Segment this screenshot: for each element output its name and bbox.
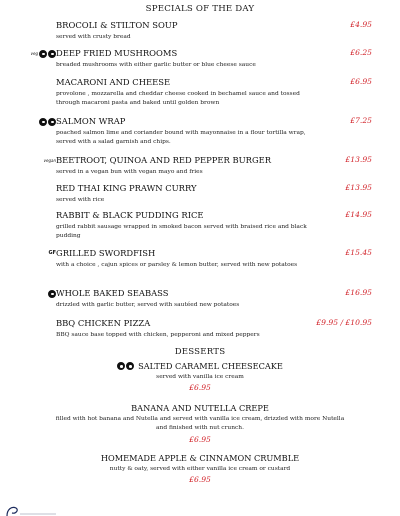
item-description: served with crusty bread xyxy=(56,34,131,40)
item-name: WHOLE BAKED SEABASS xyxy=(56,288,169,298)
item-name: DEEP FRIED MUSHROOMS xyxy=(56,48,178,58)
gluten-circle-icon xyxy=(126,362,134,370)
dessert-item-cheesecake xyxy=(0,361,400,392)
dietary-icons xyxy=(39,117,56,126)
gluten-circle-icon xyxy=(48,50,56,58)
dietary-icons xyxy=(31,49,56,58)
dessert-name xyxy=(0,361,400,371)
dessert-name-text: SALTED CARAMEL CHEESECAKE xyxy=(138,361,283,371)
item-price: £6.25 xyxy=(350,48,372,57)
restaurant-logo-icon xyxy=(4,505,84,516)
vegetarian-circle-icon xyxy=(39,50,47,58)
dessert-description: nutty & oaty, served with either vanilla ice cream or custard xyxy=(109,466,291,472)
gluten-free-icon-text: GF xyxy=(48,250,56,256)
item-description: served with rice xyxy=(56,197,105,203)
dietary-icons xyxy=(48,289,56,298)
item-price: £7.25 xyxy=(350,116,372,125)
item-name: BEETROOT, QUINOA AND RED PEPPER BURGER xyxy=(56,155,272,165)
dairy-circle-icon xyxy=(39,118,47,126)
dietary-icons xyxy=(117,362,134,370)
specials-heading: SPECIALS OF THE DAY xyxy=(145,4,255,14)
fish-circle-icon xyxy=(48,290,56,298)
item-price: £15.45 xyxy=(345,248,372,257)
item-price: £9.95 / £10.95 xyxy=(316,318,372,327)
dessert-description: served with vanilla ice cream xyxy=(156,374,244,380)
item-description: grilled rabbit sausage wrapped in smoked bacon served with braised rice and black pudding xyxy=(56,224,307,240)
item-description: poached salmon lime and coriander bound with mayonnaise in a flour tortilla wrap, served with a salad garnish and chips. xyxy=(56,130,306,146)
dairy-circle-icon xyxy=(117,362,125,370)
item-description: drizzled with garlic butter, served with sautéed new potatoes xyxy=(56,302,240,308)
dessert-item-crepe xyxy=(0,403,400,444)
dessert-description: filled with hot banana and Nutella and served with vanilla ice cream, drizzled with more Nutella and finished with nut crunch. xyxy=(55,416,345,432)
item-description: served in a vegan bun with vegan mayo and fries xyxy=(56,169,203,175)
item-description: provolone , mozzarella and cheddar cheese cooked in bechamel sauce and tossed through macaroni pasta and baked until golden brown xyxy=(56,91,300,107)
vegan-icon-text: vegan xyxy=(43,158,56,163)
gluten-circle-icon xyxy=(48,118,56,126)
item-name: SALMON WRAP xyxy=(56,116,126,126)
item-price: £14.95 xyxy=(345,210,372,219)
dessert-name: BANANA AND NUTELLA CREPE xyxy=(131,403,269,413)
item-price: £13.95 xyxy=(345,183,372,192)
item-description: BBQ sauce base topped with chicken, pepperoni and mixed peppers xyxy=(56,332,260,338)
item-name: RED THAI KING PRAWN CURRY xyxy=(56,183,197,193)
item-name: GRILLED SWORDFISH xyxy=(56,248,156,258)
dietary-icons xyxy=(44,156,56,165)
dietary-icons xyxy=(48,249,56,258)
desserts-heading: DESSERTS xyxy=(174,347,226,357)
item-name: BBQ CHICKEN PIZZA xyxy=(56,318,151,328)
dessert-price: £6.95 xyxy=(189,434,211,444)
item-name: BROCOLI & STILTON SOUP xyxy=(56,20,178,30)
dessert-price: £6.95 xyxy=(189,475,211,485)
dessert-price: £6.95 xyxy=(189,383,211,393)
item-name: RABBIT & BLACK PUDDING RICE xyxy=(56,210,204,220)
dessert-item-crumble xyxy=(0,453,400,484)
item-description: with a choice , cajun spices or parsley & lemon butter, served with new potatoes xyxy=(56,262,298,268)
item-description: breaded mushrooms with either garlic butter or blue cheese sauce xyxy=(56,62,256,68)
item-price: £6.95 xyxy=(350,77,372,86)
item-price: £13.95 xyxy=(345,155,372,164)
item-price: £16.95 xyxy=(345,288,372,297)
dessert-name: HOMEMADE APPLE & CINNAMON CRUMBLE xyxy=(100,453,300,463)
vegetarian-icon-text: veg xyxy=(30,51,38,56)
item-name: MACARONI AND CHEESE xyxy=(56,77,171,87)
item-price: £4.95 xyxy=(350,20,372,29)
